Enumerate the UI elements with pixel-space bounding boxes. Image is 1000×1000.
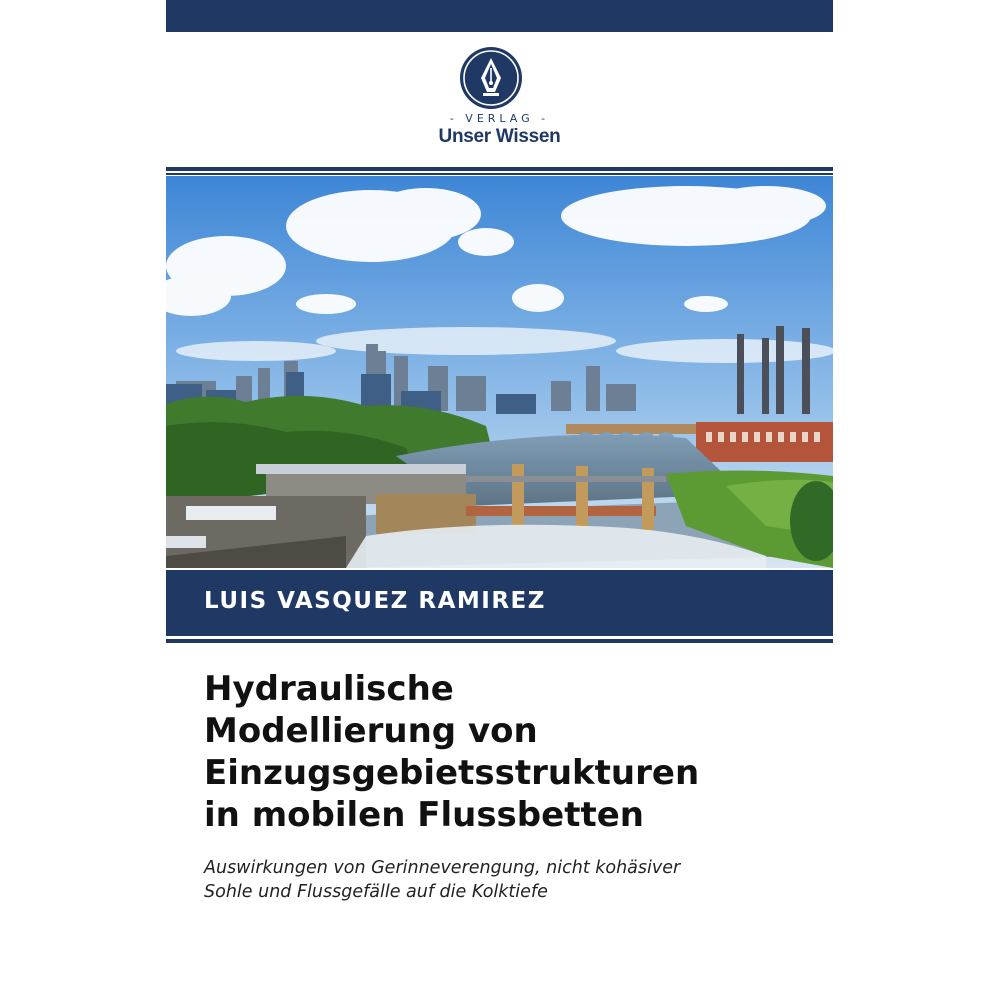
subtitle-line: Sohle und Flussgefälle auf die Kolktiefe [204,882,548,902]
cover-photo [166,176,833,568]
divider-top-thick [166,167,833,171]
author-band [166,570,833,636]
divider-bottom [166,639,833,643]
divider-top-thin [166,173,833,175]
title-line: Modellierung von [204,711,538,751]
fountain-pen-nib-icon [459,46,523,110]
book-subtitle [204,856,814,904]
book-title [204,668,814,836]
subtitle-line: Auswirkungen von Gerinneverengung, nicht kohäsiver [204,858,681,878]
city-river-dam-photo-icon [166,176,833,568]
top-color-bar [166,0,833,32]
publisher-name: Unser Wissen [438,126,561,147]
book-cover [166,0,833,1000]
publisher-label: - VERLAG - [449,112,550,125]
title-line: in mobilen Flussbetten [204,795,644,835]
title-line: Hydraulische [204,669,454,709]
publisher-logo [166,46,833,156]
author-name: LUIS VASQUEZ RAMIREZ [204,588,546,614]
title-line: Einzugsgebietsstrukturen [204,753,700,793]
